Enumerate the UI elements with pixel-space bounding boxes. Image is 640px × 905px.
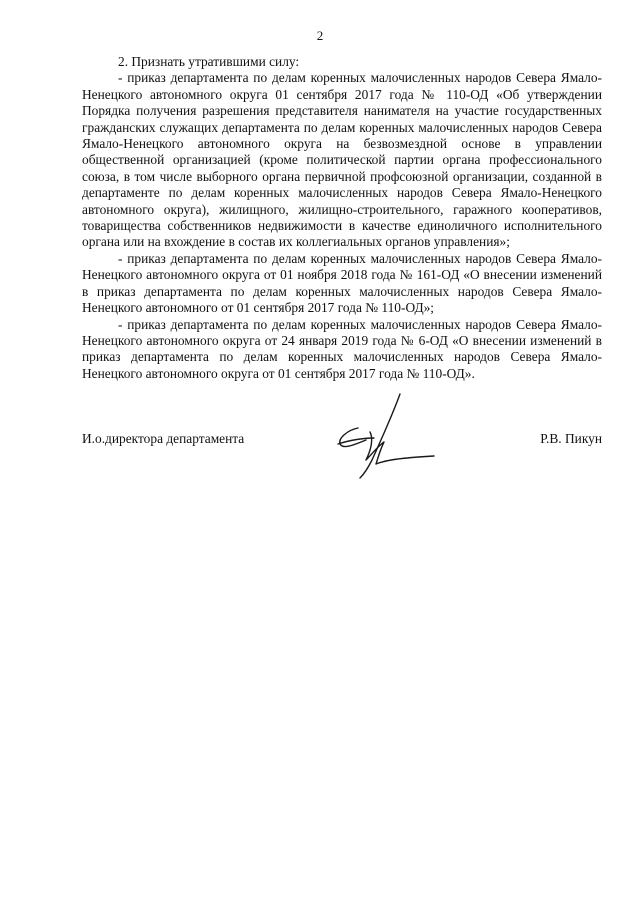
list-item: - приказ департамента по делам коренных малочисленных народов Севера Ямало-Ненецкого автономного округа от 24 января 2019 года № 6-ОД «О внесении изменений в приказ департамента по делам коренных малочисленных народов Севера Ямало-Ненецкого автономного округа от 01 сентября 2017 года № 110-ОД». [82, 316, 602, 381]
signer-name: Р.В. Пикун [540, 431, 602, 446]
document-body [82, 54, 602, 382]
point-heading: 2. Признать утратившими силу: [118, 54, 300, 69]
list-item: - приказ департамента по делам коренных малочисленных народов Севера Ямало-Ненецкого автономного округа 01 сентября 2017 года № 110-ОД «Об утверждении Порядка получения разрешения представителя нанимателя на участие государственных гражданских служащих департамента по делам коренных малочисленных народов Севера Ямало-Ненецкого автономного округа на безвозмездной основе в управлении общественной организацией (кроме политической партии органа профессионального союза, в том числе выборного органа первичной профсоюзной организации, созданной в департаменте по делам коренных малочисленных народов Севера Ямало-Ненецкого автономного округа), жилищного, жилищно-строительного, гаражного кооперативов, товарищества собственников недвижимости в качестве единоличного исполнительного органа или на вхождение в состав их коллегиальных органов управления»; [82, 70, 602, 250]
signer-position: И.о.директора департамента [82, 431, 245, 446]
handwritten-signature [330, 388, 440, 488]
list-item: - приказ департамента по делам коренных малочисленных народов Севера Ямало-Ненецкого автономного округа от 01 ноября 2018 года № 161-ОД «О внесении изменений в приказ департамента по делам коренных малочисленных народов Севера Ямало-Ненецкого автономного от 01 сентября 2017 года № 110-ОД»; [82, 250, 602, 316]
page-number: 2 [316, 28, 324, 43]
